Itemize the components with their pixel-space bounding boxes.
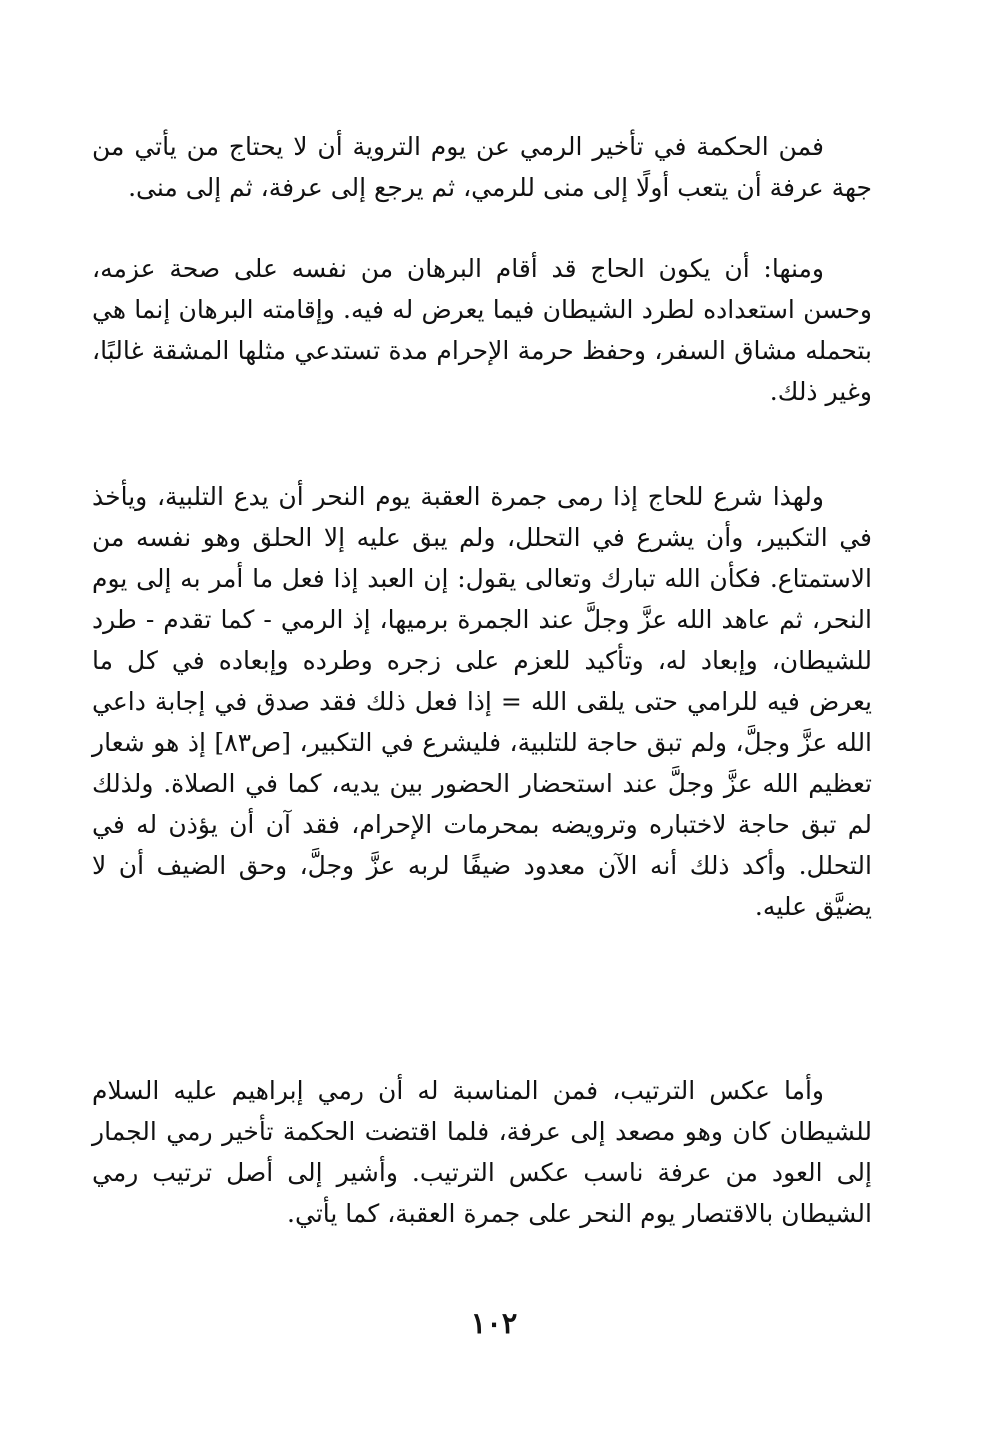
paragraph-2: ومنها: أن يكون الحاج قد أقام البرهان من نفسه على صحة عزمه، وحسن استعداده لطرد الشيطان فيما يعرض له فيه. وإقامته البرهان إنما هي بتحمله مشاق السفر، وحفظ حرمة الإحرام مدة تستدعي مثلها المشقة غالبًا، وغير ذلك. (92, 254, 872, 406)
paragraph-1: فمن الحكمة في تأخير الرمي عن يوم التروية أن لا يحتاج من يأتي من جهة عرفة أن يتعب أولًا إلى منى للرمي، ثم يرجع إلى عرفة، ثم إلى منى. (92, 132, 872, 202)
page-number: ١٠٢ (470, 1306, 518, 1340)
paragraph-4: وأما عكس الترتيب، فمن المناسبة له أن رمي إبراهيم عليه السلام للشيطان كان وهو مصعد إلى عرفة، فلما اقتضت الحكمة تأخير رمي الجمار إلى العود من عرفة ناسب عكس الترتيب. وأشير إلى أصل ترتيب رمي الشيطان بالاقتصار يوم النحر على جمرة العقبة، كما يأتي. (92, 1076, 872, 1228)
paragraph-3: ولهذا شرع للحاج إذا رمى جمرة العقبة يوم النحر أن يدع التلبية، ويأخذ في التكبير، وأن يشرع في التحلل، ولم يبق عليه إلا الحلق وهو نفسه من الاستمتاع. فكأن الله تبارك وتعالى يقول: إن العبد إذا فعل ما أمر به إلى يوم النحر، ثم عاهد الله عزَّ وجلَّ عند الجمرة برميها، إذ الرمي - كما تقدم - طرد للشيطان، وإبعاد له، وتأكيد للعزم على زجره وطرده وإبعاده في كل ما يعرض فيه للرامي حتى يلقى الله = إذا فعل ذلك فقد صدق في إجابة داعي الله عزَّ وجلَّ، ولم تبق حاجة للتلبية، فليشرع في التكبير، [ص٨٣] إذ هو شعار تعظيم الله عزَّ وجلَّ عند استحضار الحضور بين يديه، كما في الصلاة. ولذلك لم تبق حاجة لاختباره وترويضه بمحرمات الإحرام، فقد آن أن يؤذن له في التحلل. وأكد ذلك أنه الآن معدود ضيفًا لربه عزَّ وجلَّ، وحق الضيف أن لا يضيَّق عليه. (92, 482, 873, 921)
